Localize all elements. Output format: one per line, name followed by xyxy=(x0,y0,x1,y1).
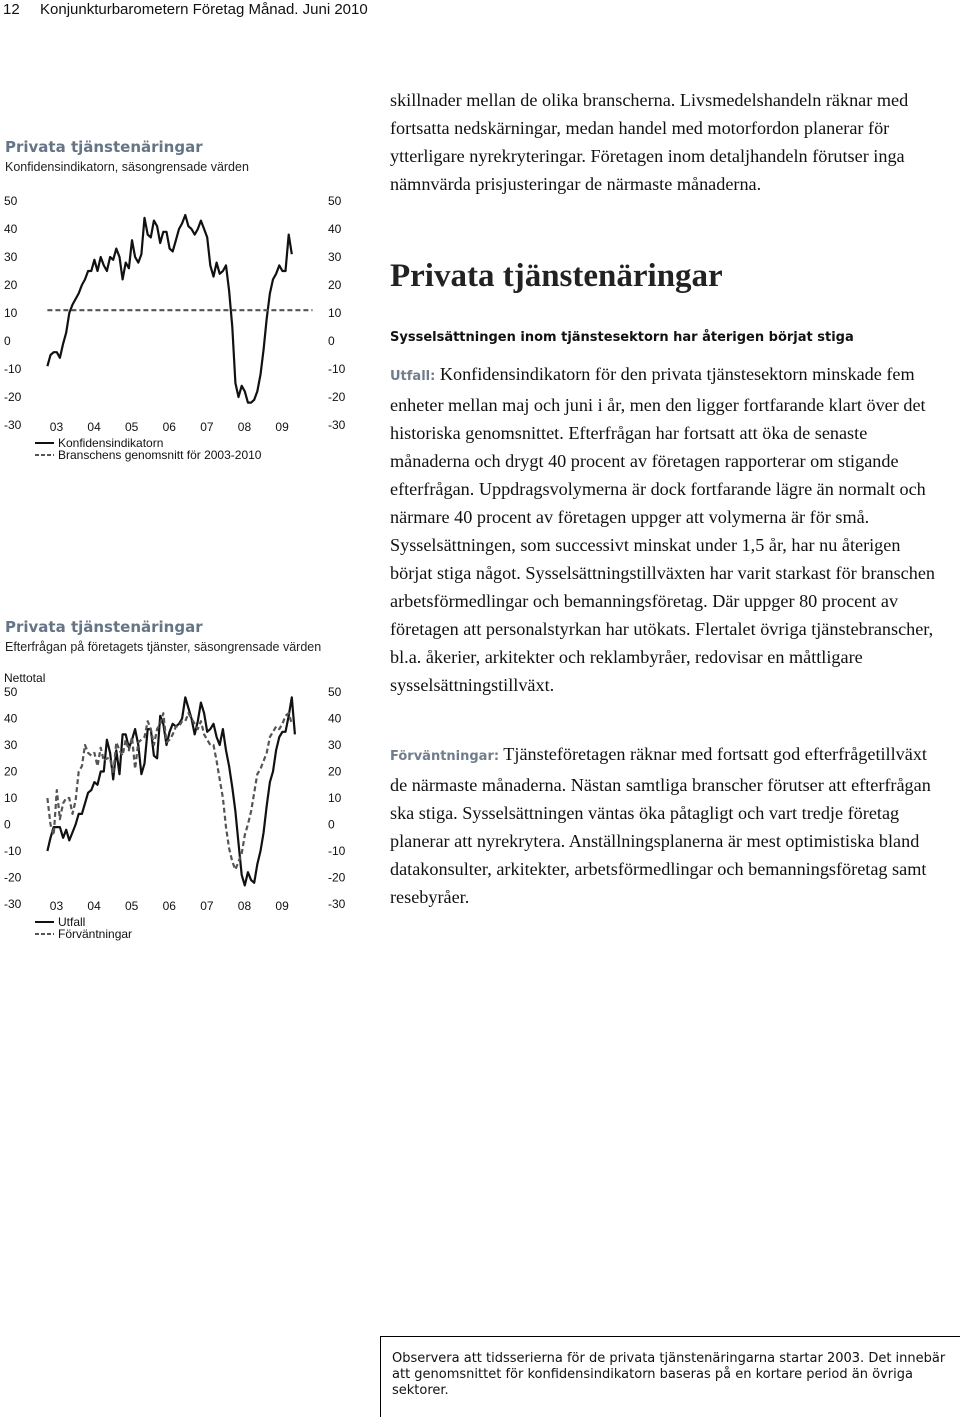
y-tick-right: 20 xyxy=(328,764,342,779)
series-line-1 xyxy=(47,697,295,885)
x-tick-label: 08 xyxy=(237,899,252,913)
y-tick-left: 0 xyxy=(4,334,11,348)
y-tick-left: 20 xyxy=(4,764,18,779)
y-tick-right: 10 xyxy=(328,791,342,805)
y-tick-left: 10 xyxy=(4,791,18,805)
y-tick-left: -10 xyxy=(4,844,22,858)
x-tick-label: 09 xyxy=(275,899,289,913)
forv-label: Förväntningar: xyxy=(390,749,500,764)
page-header xyxy=(0,0,960,20)
x-tick-label: 08 xyxy=(237,420,252,434)
y-tick-left: 50 xyxy=(4,685,18,699)
chart-demand xyxy=(0,668,360,953)
y-tick-left: -10 xyxy=(4,362,22,376)
y-tick-right: -20 xyxy=(328,870,346,885)
series-line-2 xyxy=(47,713,291,869)
x-tick-label: 03 xyxy=(49,420,64,434)
y-tick-right: 40 xyxy=(328,222,342,236)
legend-label-2: Branschens genomsnitt för 2003-2010 xyxy=(58,448,262,462)
y-tick-right: -30 xyxy=(328,418,346,432)
note-box xyxy=(380,1336,960,1417)
y-tick-right: 10 xyxy=(328,306,342,320)
y-tick-right: 40 xyxy=(328,711,342,726)
utfall-text: Konfidensindikatorn för den privata tjänstesektorn minskade fem enheter mellan maj och juni i år, men den ligger fortfarande klart över det historiska genomsnittet. Efterfrågan har fortsatt att öka de senaste månaderna och drygt 40 procent av företagen rapporterar om stigande efterfrågan. Uppdragsvolymerna är dock fortfarande lägre än normalt och närmare 40 procent av företagen uppger att volymerna är för små. Sysselsättningen, som successivt minskat under 1,5 år, har nu återigen börjat stiga något. Sysselsättningstillväxten har varit starkast för branschen arbetsförmedlingar och bemanningsföretag. Där uppger 80 procent av företagen att personalstyrkan har utökats. Flertalet övriga tjänstebranscher, bl.a. åkerier, arkitekter och reklambyråer, redovisar en måttligare sysselsättningstillväxt. xyxy=(390,364,935,695)
y-tick-left: 50 xyxy=(4,194,18,208)
y-tick-left: -20 xyxy=(4,390,22,404)
paragraph-utfall xyxy=(390,360,945,699)
x-tick-label: 06 xyxy=(162,420,176,434)
y-tick-right: 30 xyxy=(328,250,342,264)
paragraph-top-text: skillnader mellan de olika branscherna. Livsmedelshandeln räknar med fortsatta nedskärningar, medan handel med motorfordon planerar för ytterligare nyrekryteringar. Företagen inom detaljhandeln förutser inga nämnvärda prisjusteringar de närmaste månaderna. xyxy=(390,90,909,194)
chart-confidence-header xyxy=(5,138,249,174)
series-line-1 xyxy=(47,215,291,403)
y-tick-right: 50 xyxy=(328,194,342,208)
legend-label-2: Förväntningar xyxy=(58,927,133,941)
x-tick-label: 05 xyxy=(125,420,139,434)
x-tick-label: 07 xyxy=(200,899,214,913)
y-tick-right: 20 xyxy=(328,278,342,292)
page-number: 12 xyxy=(3,1,20,18)
utfall-label: Utfall: xyxy=(390,369,436,384)
y-tick-left: -30 xyxy=(4,418,22,432)
y-tick-left: 10 xyxy=(4,306,18,320)
section-title: Privata tjänstenäringar xyxy=(390,258,723,294)
chart-demand-header xyxy=(5,618,321,654)
y-tick-right: -10 xyxy=(328,844,346,858)
y-tick-right: -10 xyxy=(328,362,346,376)
y-tick-left: 0 xyxy=(4,817,11,832)
paragraph-top xyxy=(390,86,945,198)
section-lead: Sysselsättningen inom tjänstesektorn har återigen börjat stiga xyxy=(390,330,854,345)
y-tick-left: 30 xyxy=(4,738,18,752)
y-tick-right: 30 xyxy=(328,738,342,752)
chart2-subtitle: Efterfrågan på företagets tjänster, säsongrensade värden xyxy=(5,640,322,654)
x-tick-label: 04 xyxy=(87,420,101,434)
y-tick-left: 40 xyxy=(4,222,18,236)
publication-title: Konjunkturbarometern Företag Månad. Juni 2010 xyxy=(40,1,368,18)
chart-confidence xyxy=(0,185,360,475)
x-tick-label: 06 xyxy=(162,899,176,913)
y-tick-right: -20 xyxy=(328,390,346,404)
y-tick-right: -30 xyxy=(328,897,346,911)
legend-label-1: Utfall xyxy=(58,915,86,929)
x-tick-label: 07 xyxy=(200,420,214,434)
y-tick-left: 20 xyxy=(4,278,18,292)
y-tick-left: -30 xyxy=(4,897,22,911)
x-tick-label: 09 xyxy=(275,420,289,434)
chart1-subtitle: Konfidensindikatorn, säsongrensade värden xyxy=(5,160,249,174)
y-tick-right: 0 xyxy=(328,334,335,348)
y-unit-label: Nettotal xyxy=(4,671,46,685)
chart2-title: Privata tjänstenäringar xyxy=(5,618,203,636)
y-tick-right: 0 xyxy=(328,817,335,832)
forv-text: Tjänsteföretagen räknar med fortsatt god efterfrågetillväxt de närmaste månaderna. Nästan samtliga branscher förutser att efterfrågan ska stiga. Sysselsättningen väntas öka påtagligt och vart tredje företag planerar att nyrekrytera. Anställningsplanerna är mest optimistiska bland datakonsulter, arkitekter, arbetsförmedlingar och bemanningsföretag samt resebyråer. xyxy=(390,744,931,907)
x-tick-label: 05 xyxy=(125,899,139,913)
x-tick-label: 04 xyxy=(87,899,101,913)
y-tick-left: 30 xyxy=(4,250,18,264)
y-tick-right: 50 xyxy=(328,685,342,699)
x-tick-label: 03 xyxy=(49,899,64,913)
legend-label-1: Konfidensindikatorn xyxy=(58,436,164,450)
paragraph-forvantningar xyxy=(390,740,945,911)
y-tick-left: -20 xyxy=(4,870,22,885)
chart1-title: Privata tjänstenäringar xyxy=(5,138,203,156)
y-tick-left: 40 xyxy=(4,711,18,726)
note-text: Observera att tidsserierna för de privata tjänstenäringarna startar 2003. Det innebär att genomsnittet för konfidensindikatorn baseras på en kortare period än övriga sektorer. xyxy=(392,1351,946,1398)
